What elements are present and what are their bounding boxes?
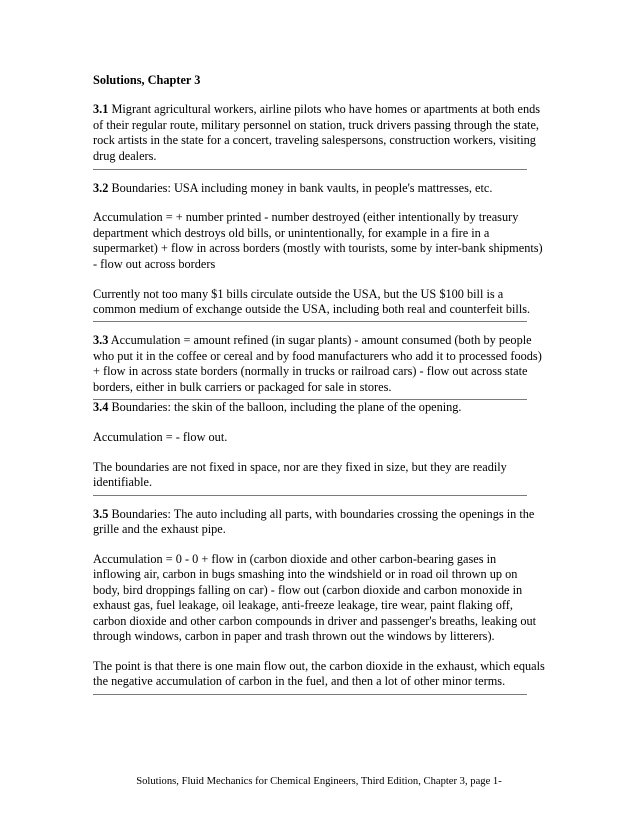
section-divider (93, 321, 527, 322)
section-3-5-paragraph-3: The point is that there is one main flow out, the carbon dioxide in the exhaust, which equals the negative accumulation of carbon in the fuel, and then a lot of other minor terms. (93, 658, 545, 689)
section-3-5-paragraph-1 (93, 507, 545, 538)
section-3-5-paragraph-2: Accumulation = 0 - 0 + flow in (carbon dioxide and other carbon-bearing gases in inflowing air, carbon in bugs smashing into the windshield or in road oil thrown up on body, bird droppings falling on car) - flow out (carbon dioxide and carbon monoxide in exhaust gas, fuel leakage, oil leakage, anti-freeze leakage, tire wear, paint flaking off, carbon dioxide and other carbon compounds in driver and passenger's breaths, leaking out through windows, carbon in paper and trash thrown out the windows by litterers). (93, 551, 537, 643)
section-3-4-paragraph-1 (93, 400, 545, 415)
section-number: 3.5 (93, 506, 109, 521)
document-title: Solutions, Chapter 3 (93, 73, 201, 87)
section-number: 3.1 (93, 102, 109, 117)
section-number: 3.2 (93, 180, 109, 195)
section-3-4-paragraph-3: The boundaries are not fixed in space, nor are they fixed in size, but they are readily identifiable. (93, 459, 507, 490)
section-3-2-paragraph-2: Accumulation = + number printed - number destroyed (either intentionally by treasury department which destroys old bills, or unintentionally, for example in a fire in a supermarket) + flow in across borders (mostly with tourists, some by inter-bank shipments) - flow out across borders (93, 210, 543, 271)
paragraph-text: Migrant agricultural workers, airline pilots who have homes or apartments at both ends of their regular route, military personnel on station, truck drivers passing through the state, rock artists in the state for a concert, traveling salespersons, construction workers, visiting drug dealers. (93, 102, 541, 163)
section-number: 3.4 (93, 400, 109, 414)
section-divider (93, 694, 527, 695)
section-3-2-paragraph-3: Currently not too many $1 bills circulate outside the USA, but the US $100 bill is a common medium of exchange outside the USA, including both real and counterfeit bills. (93, 286, 531, 316)
paragraph-text: Boundaries: USA including money in bank vaults, in people's mattresses, etc. (111, 180, 493, 195)
section-3-2-paragraph-1 (93, 181, 545, 196)
section-3-1-paragraph-1 (93, 102, 545, 164)
page-footer: Solutions, Fluid Mechanics for Chemical Engineers, Third Edition, Chapter 3, page 1- (136, 776, 502, 787)
paragraph-text: Boundaries: the skin of the balloon, including the plane of the opening. (111, 400, 462, 414)
section-divider (93, 495, 527, 496)
paragraph-text: Boundaries: The auto including all parts, with boundaries crossing the openings in the grille and the exhaust pipe. (93, 506, 535, 537)
page-content (93, 73, 545, 706)
section-divider (93, 169, 527, 170)
section-number: 3.3 (93, 333, 109, 348)
section-3-3-paragraph-1 (93, 333, 545, 395)
section-3-4-paragraph-2: Accumulation = - flow out. (93, 429, 228, 444)
paragraph-text: Accumulation = amount refined (in sugar plants) - amount consumed (both by people who put it in the coffee or cereal and by food manufacturers who add it to processed foods) + flow in across state borders (normally in trucks or railroad cars) - flow out across state borders, either in bulk carriers or packaged for sale in stores. (93, 333, 542, 394)
